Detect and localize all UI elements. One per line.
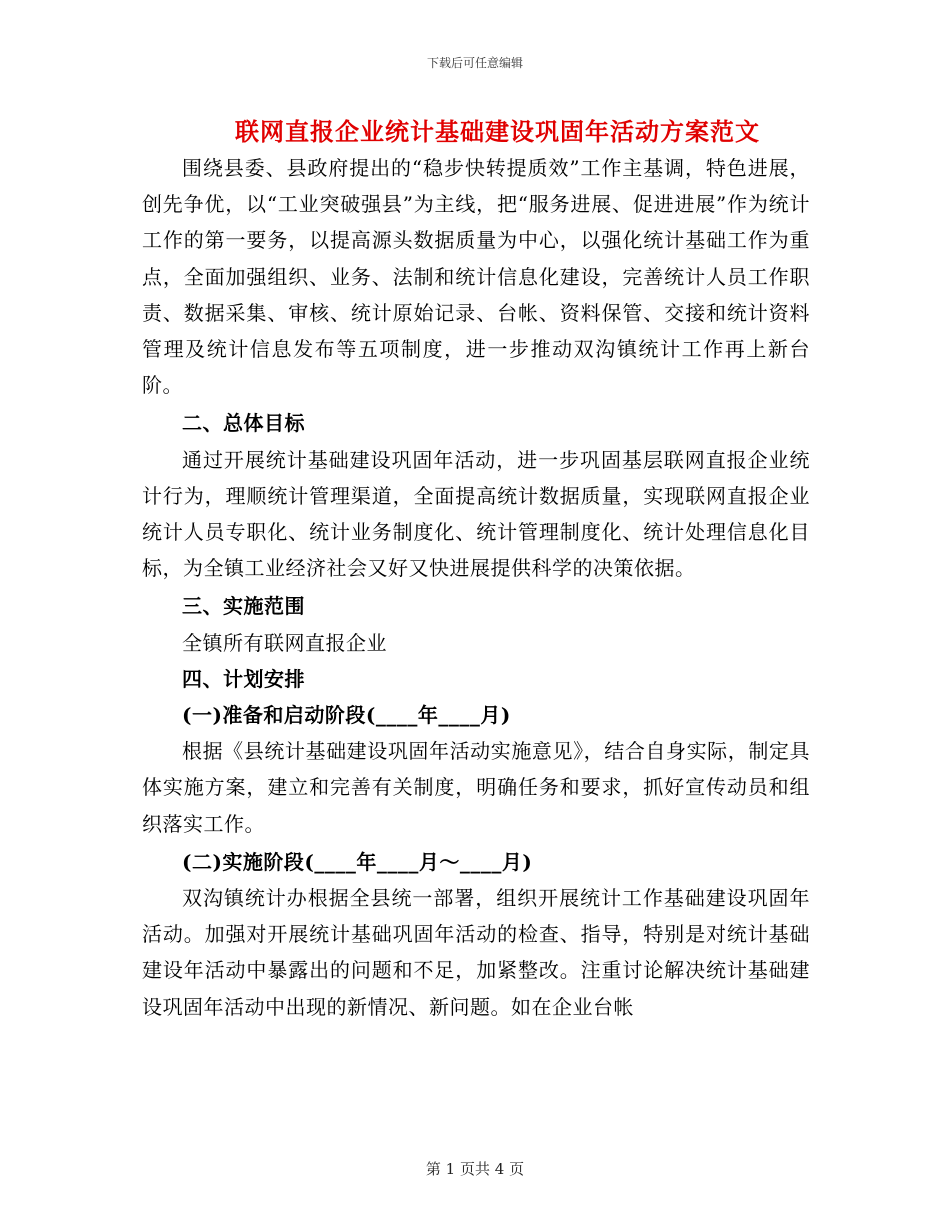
section-heading-scope: 三、实施范围 — [182, 594, 305, 619]
subsection-body-implementation: 双沟镇统计办根据全县统一部署，组织开展统计工作基础建设巩固年活动。加强对开展统计基础巩固年活动的检查、指导，特别是对统计基础建设年活动中暴露出的问题和不足，加紧整改。注重讨论解决统计基础建设巩固年活动中出现的新情况、新问题。如在企业台帐 — [142, 886, 810, 1019]
page-footer: 第 1 页共 4 页 — [425, 1160, 525, 1178]
subsection-heading-preparation: (一)准备和启动阶段(____年____月) — [182, 703, 511, 728]
section-body-goals: 通过开展统计基础建设巩固年活动，进一步巩固基层联网直报企业统计行为，理顺统计管理渠道，全面提高统计数据质量，实现联网直报企业统计人员专职化、统计业务制度化、统计管理制度化、统计处理信息化目标，为全镇工业经济社会又好又快进展提供科学的决策依据。 — [142, 447, 810, 581]
section-heading-goals: 二、总体目标 — [182, 411, 305, 436]
intro-paragraph: 围绕县委、县政府提出的“稳步快转提质效”工作主基调，特色进展，创先争优，以“工业突破强县”为主线，把“服务进展、促进进展”作为统计工作的第一要务，以提高源头数据质量为中心，以强化统计基础工作为重点，全面加强组织、业务、法制和统计信息化建设，完善统计人员工作职责、数据采集、审核、统计原始记录、台帐、资料保管、交接和统计资料管理及统计信息发布等五项制度，进一步推动双沟镇统计工作再上新台阶。 — [142, 156, 810, 398]
section-body-scope: 全镇所有联网直报企业 — [182, 630, 387, 655]
subsection-body-preparation: 根据《县统计基础建设巩固年活动实施意见》，结合自身实际，制定具体实施方案，建立和完善有关制度，明确任务和要求，抓好宣传动员和组织落实工作。 — [142, 739, 810, 836]
header-note: 下载后可任意编辑 — [426, 56, 523, 70]
document-body — [142, 150, 810, 1025]
subsection-heading-implementation: (二)实施阶段(____年____月～____月) — [182, 849, 533, 874]
section-heading-plan: 四、计划安排 — [182, 666, 305, 691]
document-title: 联网直报企业统计基础建设巩固年活动方案范文 — [235, 117, 760, 146]
